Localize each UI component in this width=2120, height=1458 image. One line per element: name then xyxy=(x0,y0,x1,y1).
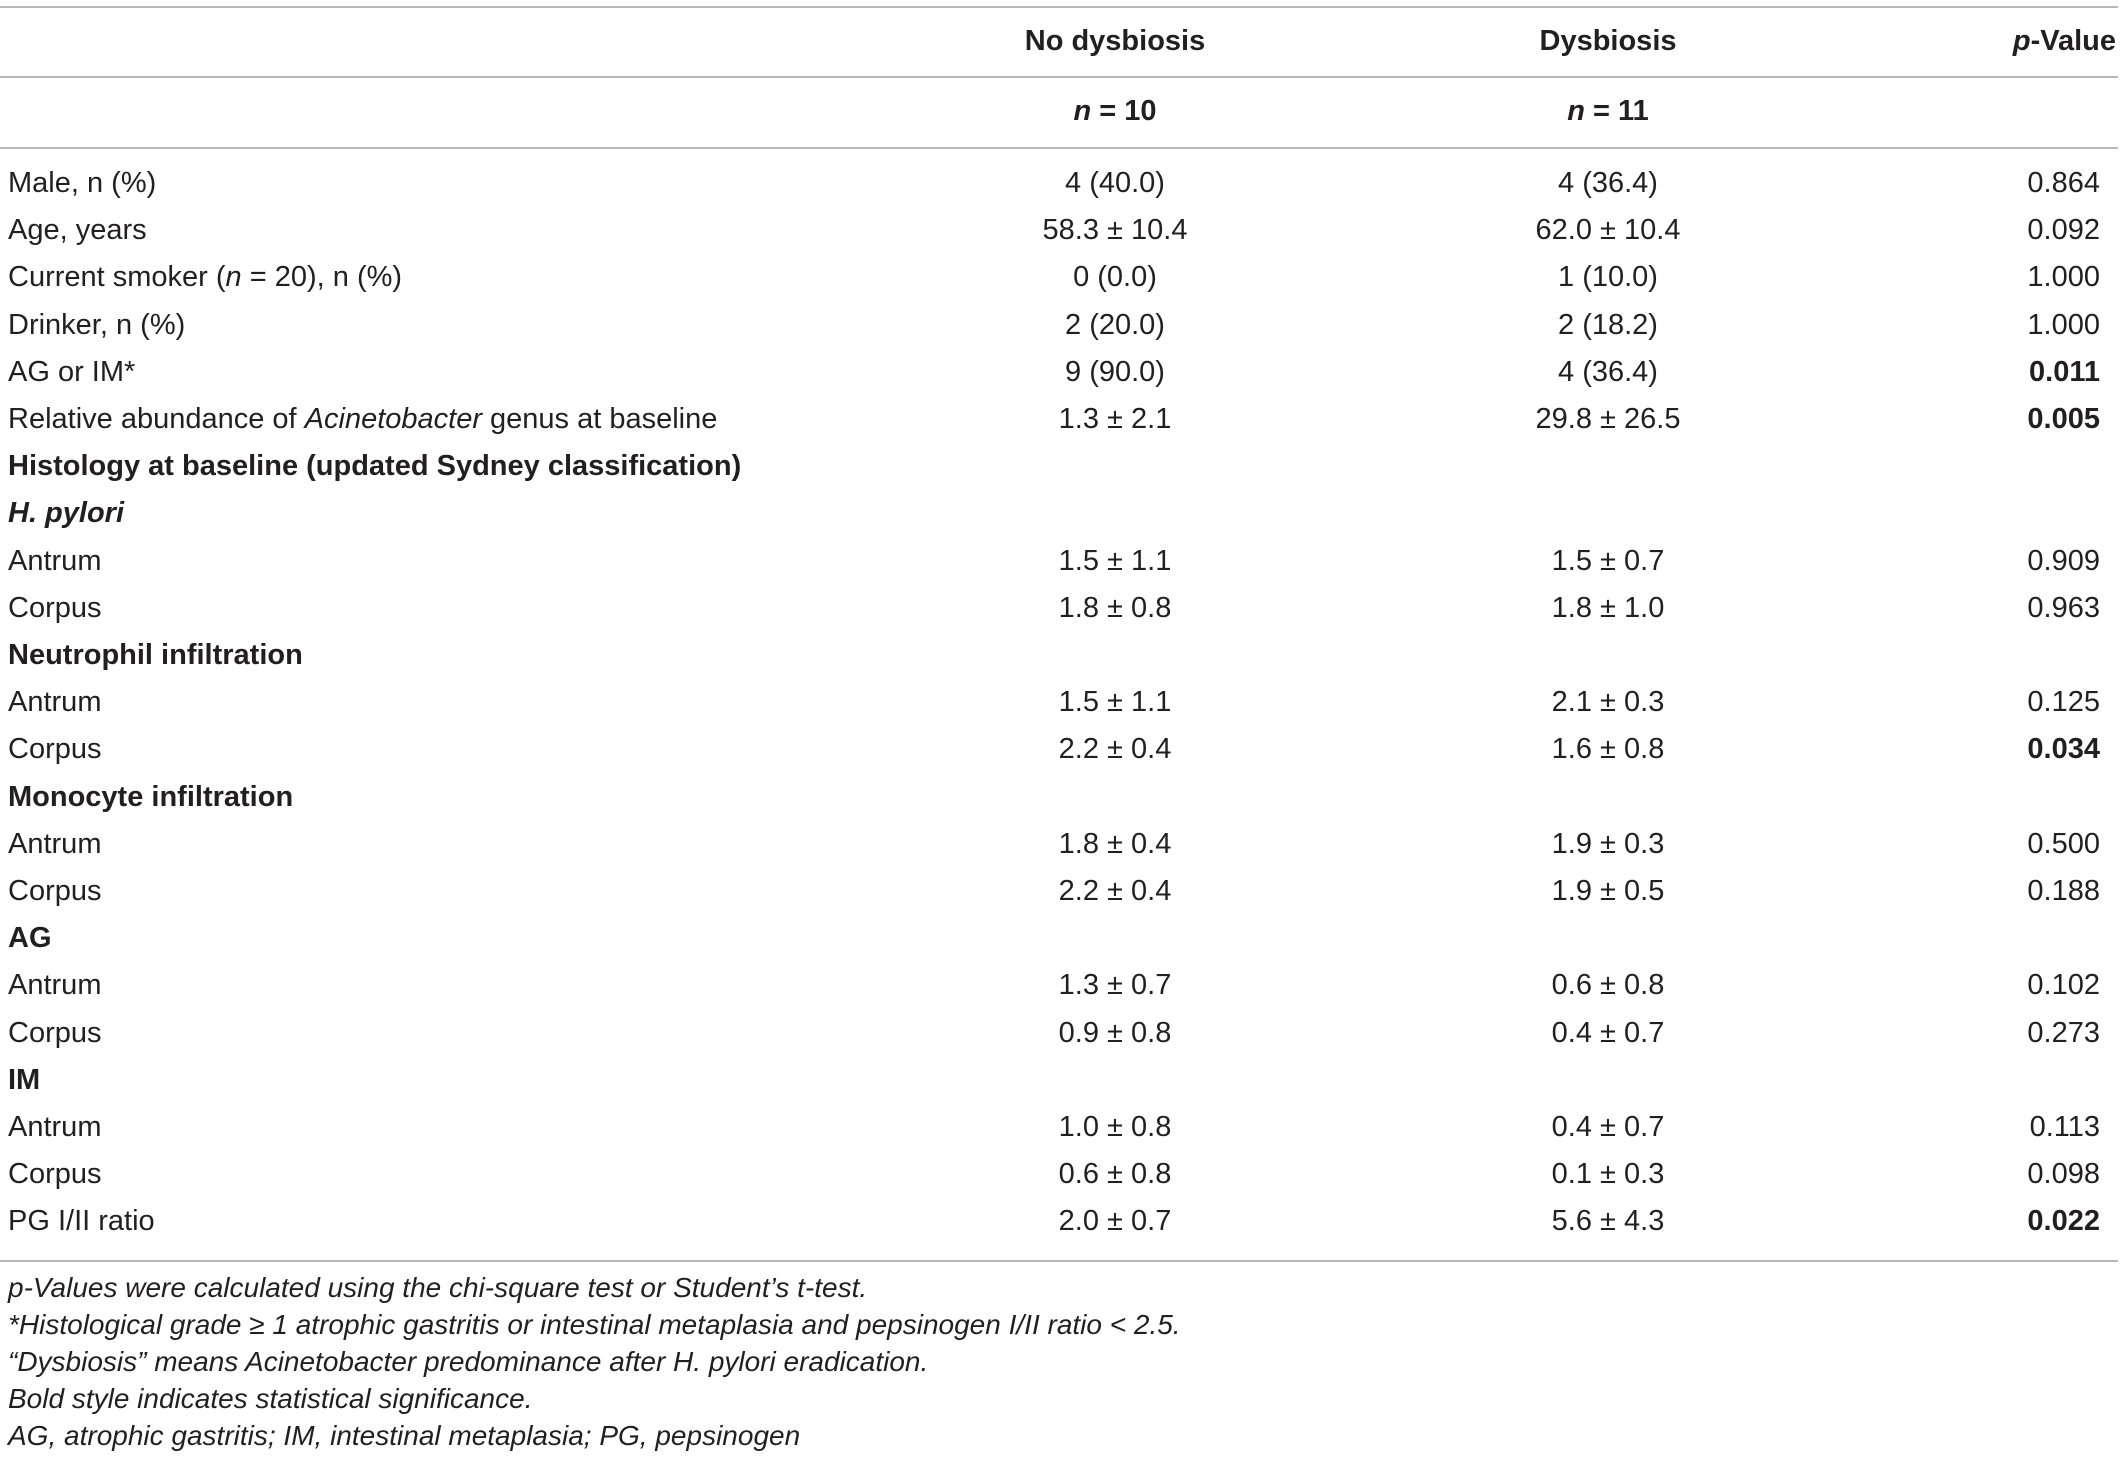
value-no-dysbiosis: 1.8 ± 0.4 xyxy=(1058,827,1172,860)
top-rule xyxy=(0,6,2118,8)
p-value: 1.000 xyxy=(2027,308,2100,341)
row-label: Corpus xyxy=(8,591,102,624)
value-dysbiosis: 0.4 ± 0.7 xyxy=(1551,1111,1665,1143)
section-heading-row xyxy=(0,632,2120,679)
value-dysbiosis: 1.9 ± 0.3 xyxy=(1551,827,1665,860)
row-label: Antrum xyxy=(8,1111,102,1143)
value-no-dysbiosis: 1.5 ± 1.1 xyxy=(1058,686,1172,719)
section-heading-row xyxy=(0,774,2120,821)
value-no-dysbiosis: 1.0 ± 0.8 xyxy=(1058,1111,1172,1143)
p-value: 0.963 xyxy=(2027,591,2100,624)
value-dysbiosis: 0.4 ± 0.7 xyxy=(1551,1016,1665,1049)
row-label-italic: n xyxy=(225,261,242,294)
row-label: Neutrophil infiltration xyxy=(8,639,303,671)
value-dysbiosis: 62.0 ± 10.4 xyxy=(1535,214,1681,247)
value-dysbiosis: 1.8 ± 1.0 xyxy=(1551,591,1665,624)
header-no-dysbiosis: No dysbiosis xyxy=(1024,25,1206,57)
value-dysbiosis: 4 (36.4) xyxy=(1558,167,1658,199)
p-value: 0.011 xyxy=(2029,355,2100,388)
section-heading-row xyxy=(0,443,2120,490)
p-value: 0.102 xyxy=(2027,969,2100,1002)
n-symbol: n xyxy=(1567,95,1585,127)
row-label xyxy=(8,254,402,301)
p-value: 0.098 xyxy=(2027,1158,2100,1191)
table-row xyxy=(0,726,2120,773)
footnote-dysbiosis: “Dysbiosis” means Acinetobacter predominance after H. pylori eradication. xyxy=(8,1346,929,1377)
value-dysbiosis: 2.1 ± 0.3 xyxy=(1551,686,1665,719)
n-dysbiosis xyxy=(1567,94,1648,128)
row-label: Antrum xyxy=(8,686,102,719)
value-no-dysbiosis: 9 (90.0) xyxy=(1065,355,1165,388)
value-dysbiosis: 1.9 ± 0.5 xyxy=(1551,875,1665,907)
table-row xyxy=(0,962,2120,1009)
p-value: 0.092 xyxy=(2027,214,2100,247)
row-label: Male, n (%) xyxy=(8,167,157,199)
p-value: 0.864 xyxy=(2027,167,2100,199)
table-row xyxy=(0,254,2120,301)
value-no-dysbiosis: 2 (20.0) xyxy=(1065,308,1165,341)
footnote-abbreviations: AG, atrophic gastritis; IM, intestinal metaplasia; PG, pepsinogen xyxy=(8,1420,801,1451)
row-label: Corpus xyxy=(8,1158,102,1191)
value-no-dysbiosis: 0 (0.0) xyxy=(1073,261,1157,294)
table-row xyxy=(0,1151,2120,1198)
header-rule xyxy=(0,76,2118,78)
row-label: Antrum xyxy=(8,827,102,860)
table-row xyxy=(0,349,2120,396)
value-no-dysbiosis: 2.0 ± 0.7 xyxy=(1058,1205,1172,1238)
p-value: 0.034 xyxy=(2027,733,2100,766)
footnote-bold-style: Bold style indicates statistical significance. xyxy=(8,1383,533,1414)
header-p-italic: p xyxy=(2012,25,2031,57)
row-label: Monocyte infiltration xyxy=(8,780,294,813)
value-no-dysbiosis: 2.2 ± 0.4 xyxy=(1058,875,1172,907)
n-value: = 10 xyxy=(1091,95,1157,127)
row-label-part: genus at baseline xyxy=(481,403,718,435)
value-dysbiosis: 0.6 ± 0.8 xyxy=(1551,969,1665,1002)
header-p-rest: -Value xyxy=(2030,25,2116,57)
value-no-dysbiosis: 58.3 ± 10.4 xyxy=(1042,214,1188,247)
value-no-dysbiosis: 0.9 ± 0.8 xyxy=(1058,1016,1172,1049)
table-row xyxy=(0,302,2120,349)
table-row xyxy=(0,538,2120,585)
row-label: H. pylori xyxy=(8,497,125,530)
table-row xyxy=(0,207,2120,254)
footnote-ag-im-definition: *Histological grade ≥ 1 atrophic gastritis or intestinal metaplasia and pepsinogen I/II ratio < 2.5. xyxy=(8,1309,1181,1340)
table-row xyxy=(0,1104,2120,1151)
value-no-dysbiosis: 4 (40.0) xyxy=(1065,167,1165,199)
value-dysbiosis: 1.5 ± 0.7 xyxy=(1551,544,1665,577)
row-label: AG xyxy=(8,922,52,955)
row-label xyxy=(8,396,717,443)
value-no-dysbiosis: 1.8 ± 0.8 xyxy=(1058,591,1172,624)
value-dysbiosis: 2 (18.2) xyxy=(1558,308,1658,341)
row-label: Corpus xyxy=(8,733,102,766)
p-value: 0.125 xyxy=(2027,686,2100,719)
p-value: 0.005 xyxy=(2027,403,2100,435)
row-label: PG I/II ratio xyxy=(8,1205,155,1238)
value-dysbiosis: 5.6 ± 4.3 xyxy=(1551,1205,1665,1238)
table-row xyxy=(0,160,2120,207)
row-label: IM xyxy=(8,1063,41,1096)
header-p-value xyxy=(2013,24,2116,58)
header-dysbiosis: Dysbiosis xyxy=(1539,25,1677,57)
p-value: 0.909 xyxy=(2027,544,2100,577)
footnote-pvalues: p-Values were calculated using the chi-square test or Student’s t-test. xyxy=(8,1272,868,1303)
p-value: 1.000 xyxy=(2027,261,2100,294)
value-no-dysbiosis: 2.2 ± 0.4 xyxy=(1058,733,1172,766)
table-row xyxy=(0,868,2120,915)
n-value: = 11 xyxy=(1585,95,1649,127)
p-value: 0.113 xyxy=(2029,1111,2100,1143)
value-dysbiosis: 29.8 ± 26.5 xyxy=(1535,403,1681,435)
row-label: Histology at baseline (updated Sydney classification) xyxy=(8,450,742,483)
n-symbol: n xyxy=(1073,95,1092,127)
subheader-rule xyxy=(0,147,2118,149)
row-label: Corpus xyxy=(8,1016,102,1049)
row-label-italic: Acinetobacter xyxy=(304,403,482,435)
p-value: 0.273 xyxy=(2027,1016,2100,1049)
value-dysbiosis: 1 (10.0) xyxy=(1558,261,1658,294)
p-value: 0.188 xyxy=(2027,875,2100,907)
table-row xyxy=(0,821,2120,868)
row-label: Corpus xyxy=(8,875,102,907)
value-no-dysbiosis: 0.6 ± 0.8 xyxy=(1058,1158,1172,1191)
n-no-dysbiosis xyxy=(1073,94,1156,128)
value-dysbiosis: 4 (36.4) xyxy=(1558,355,1658,388)
bottom-rule xyxy=(0,1260,2118,1262)
row-label: Drinker, n (%) xyxy=(8,308,186,341)
table-row xyxy=(0,396,2120,443)
section-heading-row xyxy=(0,1057,2120,1104)
row-label-part: = 20), n (%) xyxy=(241,261,403,294)
section-heading-row xyxy=(0,915,2120,962)
value-no-dysbiosis: 1.3 ± 2.1 xyxy=(1058,403,1172,435)
table-row xyxy=(0,585,2120,632)
row-label: Antrum xyxy=(8,544,102,577)
table-row xyxy=(0,679,2120,726)
table-row xyxy=(0,1198,2120,1245)
row-label-part: Current smoker ( xyxy=(8,261,226,294)
value-dysbiosis: 0.1 ± 0.3 xyxy=(1551,1158,1665,1191)
row-label: Antrum xyxy=(8,969,102,1002)
row-label-part: Relative abundance of xyxy=(8,403,305,435)
p-value: 0.022 xyxy=(2027,1205,2100,1238)
value-no-dysbiosis: 1.5 ± 1.1 xyxy=(1058,544,1172,577)
p-value: 0.500 xyxy=(2027,827,2100,860)
value-no-dysbiosis: 1.3 ± 0.7 xyxy=(1058,969,1172,1002)
row-label: AG or IM* xyxy=(8,355,136,388)
value-dysbiosis: 1.6 ± 0.8 xyxy=(1551,733,1665,766)
table-row xyxy=(0,1010,2120,1057)
section-heading-row xyxy=(0,490,2120,537)
row-label: Age, years xyxy=(8,214,147,247)
